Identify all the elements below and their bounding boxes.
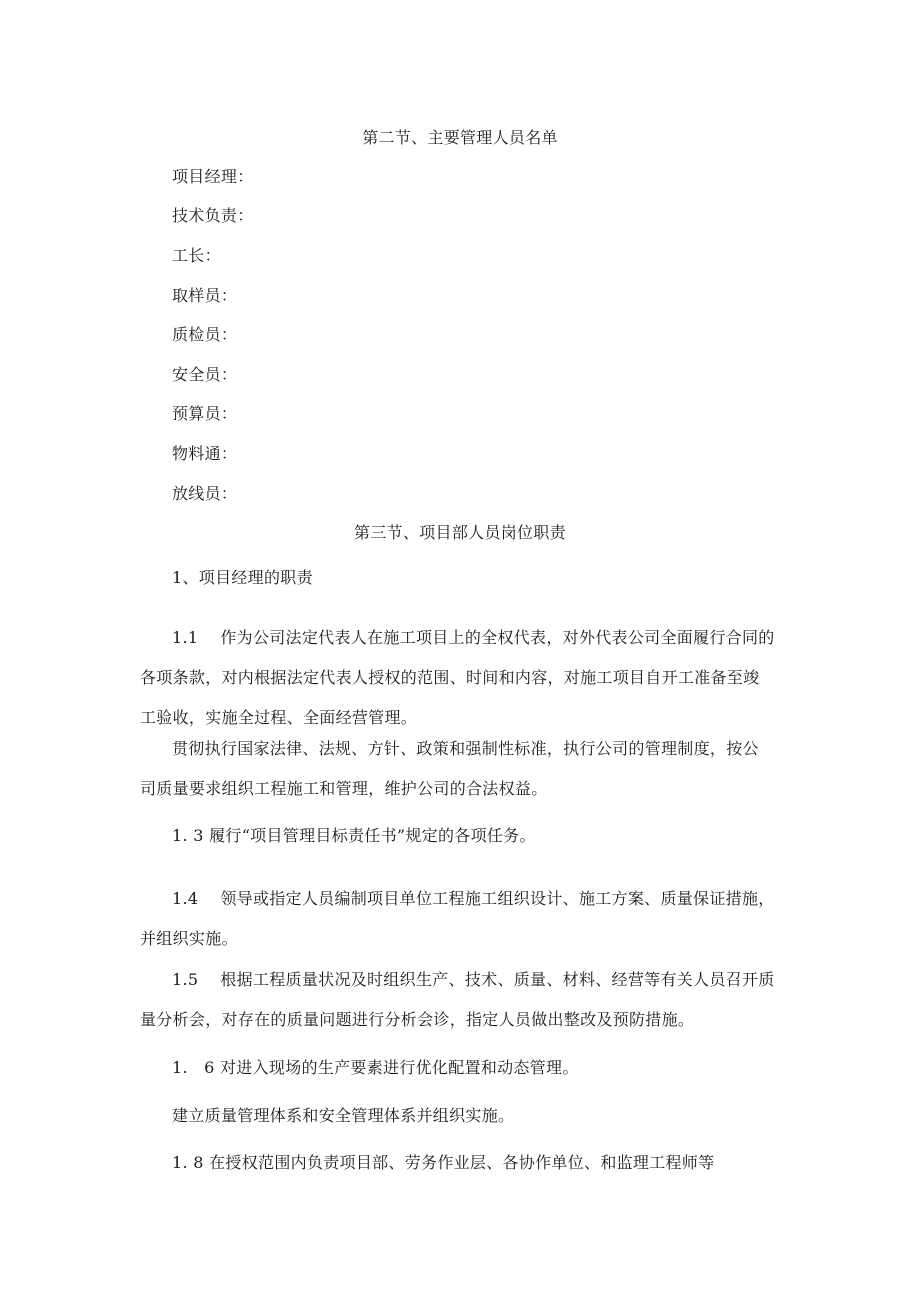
role-project-manager: 项目经理： [172,167,254,186]
para-1-2-line1: 贯彻执行国家法律、法规、方针、政策和强制性标准，执行公司的管理制度，按公 [172,739,759,758]
role-technical-lead: 技术负责： [172,206,254,225]
para-1-7: 建立质量管理体系和安全管理体系并组织实施。 [172,1106,515,1125]
para-1-1-line1 [172,628,775,648]
role-surveyor: 放线员： [172,484,238,503]
para-1-4-line2: 并组织实施。 [140,929,238,948]
para-1-1-line3: 工验收，实施全过程、全面经营管理。 [140,708,418,727]
para-1-8: 1. 8 在授权范围内负责项目部、劳务作业层、各协作单位、和监理工程师等 [172,1153,715,1172]
section2-heading: 第二节、主要管理人员名单 [362,128,558,147]
role-sampler: 取样员： [172,286,238,305]
para-1-6: 1. 6 对进入现场的生产要素进行优化配置和动态管理。 [172,1058,579,1077]
role-safety-officer: 安全员： [172,365,238,384]
section3-heading: 第三节、项目部人员岗位职责 [354,523,566,542]
para-1-5-number: 1.5 [172,970,199,989]
para-1-4-text: 领导或指定人员编制项目单位工程施工组织设计、施工方案、质量保证措施， [220,889,775,908]
para-1-4-number: 1.4 [172,889,199,908]
para-1-2-line2: 司质量要求组织工程施工和管理，维护公司的合法权益。 [140,779,548,798]
para-1-1-line2: 各项条款，对内根据法定代表人授权的范围、时间和内容，对施工项目自开工准备至竣 [140,668,760,687]
para-1-4-line1 [172,889,775,909]
para-1-1-text: 作为公司法定代表人在施工项目上的全权代表，对外代表公司全面履行合同的 [220,628,775,647]
para-1-5-text: 根据工程质量状况及时组织生产、技术、质量、材料、经营等有关人员召开质 [220,970,775,989]
para-1-3: 1. 3 履行“项目管理目标责任书”规定的各项任务。 [172,826,536,845]
para-1-5-line2: 量分析会，对存在的质量问题进行分析会诊，指定人员做出整改及预防措施。 [140,1010,695,1029]
role-budget-officer: 预算员： [172,404,238,423]
para-1-1-number: 1.1 [172,628,199,647]
subheading-pm-duties: 1、项目经理的职责 [172,568,313,587]
role-quality-inspector: 质检员： [172,325,238,344]
role-materials: 物料通： [172,444,238,463]
para-1-5-line1 [172,970,775,990]
role-foreman: 工长： [172,246,221,265]
